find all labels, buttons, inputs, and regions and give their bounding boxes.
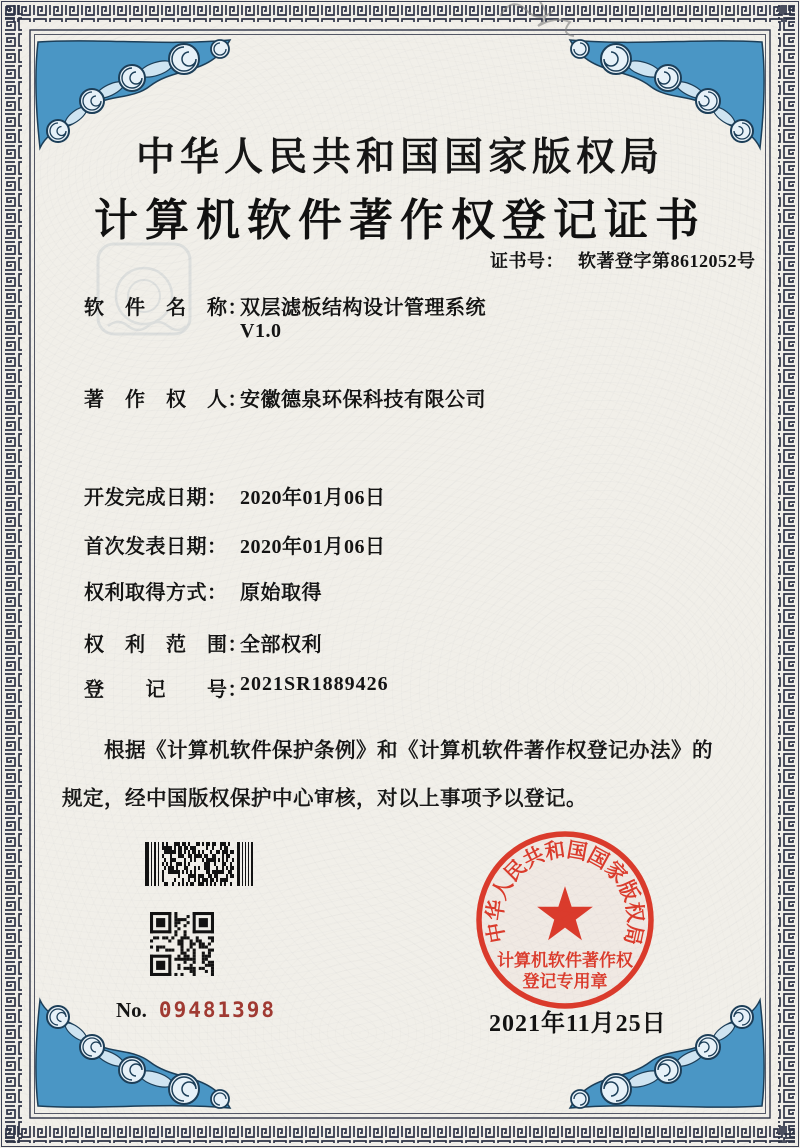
cert-number-label: 证书号： (490, 251, 564, 271)
field-label: 著 作 权 人： (84, 389, 248, 411)
field-value: 2021SR1889426 (240, 673, 389, 695)
field-label: 权利取得方式： (84, 582, 228, 604)
field-label: 开发完成日期： (84, 487, 228, 509)
field-value: 原始取得 (240, 582, 322, 604)
cert-number-value: 软著登字第8612052号 (578, 251, 756, 271)
serial-number: 09481398 (158, 998, 277, 1022)
seal-ring-text: 中华人民共和国国家版权局 (482, 837, 648, 948)
barcode (145, 842, 255, 886)
issue-date: 2021年11月25日 (489, 1011, 667, 1037)
field-value: 全部权利 (240, 634, 322, 656)
field-label: 首次发表日期： (84, 536, 228, 558)
authority-title: 中华人民共和国国家版权局 (135, 136, 664, 179)
field-value: 双层滤板结构设计管理系统 (240, 297, 486, 319)
seal-text-line1: 计算机软件著作权 (497, 951, 633, 970)
certificate-title: 计算机软件著作权登记证书 (94, 196, 706, 245)
official-seal (457, 812, 673, 1028)
qr-code (150, 912, 214, 976)
field-label: 登 记 号： (84, 679, 248, 701)
statement-line-2: 规定，经中国版权保护中心审核，对以上事项予以登记。 (62, 788, 587, 810)
serial-row (116, 998, 276, 1023)
field-label: 软 件 名 称： (84, 297, 248, 319)
field-value: V1.0 (240, 320, 282, 342)
field-value: 2020年01月06日 (240, 536, 386, 558)
field-label: 权 利 范 围： (84, 634, 248, 656)
embossed-watermark-icon (98, 244, 190, 334)
seal-text-line2: 登记专用章 (522, 972, 608, 991)
statement-line-1: 根据《计算机软件保护条例》和《计算机软件著作权登记办法》的 (104, 740, 713, 762)
cert-number-row (490, 247, 756, 273)
serial-label: No. (116, 998, 147, 1022)
field-value: 安徽德泉环保科技有限公司 (240, 389, 486, 411)
field-value: 2020年01月06日 (240, 487, 386, 509)
